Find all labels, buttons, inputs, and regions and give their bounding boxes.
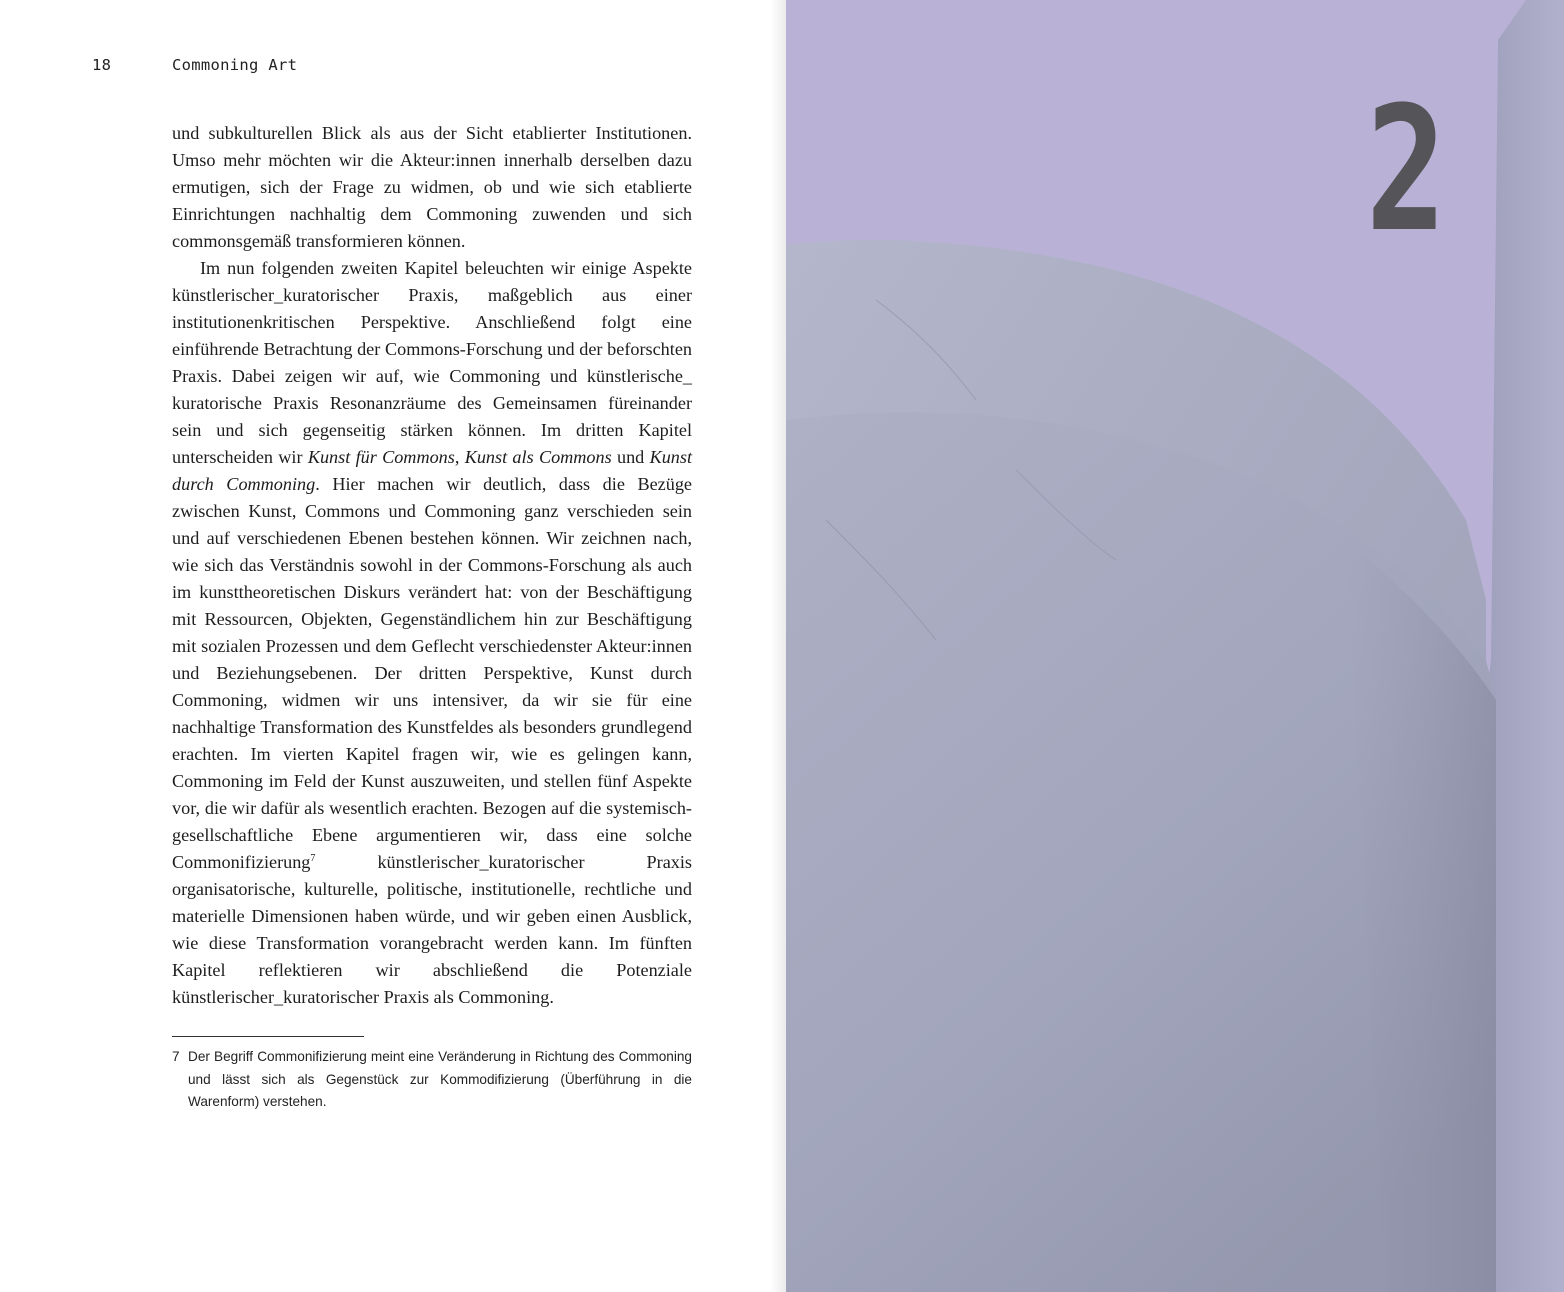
paragraph-2-text-e: künstlerischer_kuratorischer Praxis organisatorische, kulturelle, politische, institutionelle, rechtliche und materielle Dimensionen haben würde, und wir geben einen Ausblick, wie diese Transformation vorangebracht werden kann. Im fünften Kapitel reflektieren wir abschließend die Potenziale künstlerischer_kuratorischer Praxis als Commoning. (172, 852, 692, 1007)
paragraph-2-text-a: Im nun folgenden zweiten Kapitel beleuchten wir einige Aspekte künstlerischer_kuratorischer Praxis, maßgeblich aus einer institutionenkritischen Perspektive. Anschließend folgt eine einführende Betrachtung der Commons-Forschung und der beforschten Praxis. Dabei zeigen wir auf, wie Commoning und künstlerische_ kuratorische Praxis Resonanzräume des Gemeinsamen füreinander sein und sich gegenseitig stärken können. Im dritten Kapitel unterscheiden wir (172, 258, 692, 467)
footnote-rule (172, 1036, 364, 1037)
paragraph-2-text-c: und (611, 447, 650, 467)
running-title: Commoning Art (172, 56, 298, 74)
paragraph-1 (172, 120, 692, 255)
chapter-number: 2 (1365, 69, 1447, 270)
term-kunst-als-commons: Kunst als Commons (464, 447, 612, 467)
chapter-opener-page (786, 0, 1564, 1292)
paragraph-2-text-b: , (454, 447, 465, 467)
gutter-shadow (770, 0, 786, 1292)
term-kunst-fuer-commons: Kunst für Commons (307, 447, 455, 467)
paragraph-2-text-d: . Hier machen wir deutlich, dass die Bezüge zwischen Kunst, Commons und Commoning ganz verschieden sein und auf verschiedenen Ebenen bestehen können. Wir zeichnen nach, wie sich das Verständnis sowohl in der Commons-Forschung als auch im kunsttheoretischen Diskurs verändert hat: von der Beschäftigung mit Ressourcen, Objekten, Gegenständlichem hin zur Beschäftigung mit sozialen Prozessen und dem Geflecht verschiedenster Akteur:innen und Beziehungsebenen. Der dritten Perspektive, Kunst durch Commoning, widmen wir uns intensiver, da wir sie für eine nachhaltige Transformation des Kunstfeldes als besonders grundlegend erachten. Im vierten Kapitel fragen wir, wie es gelingen kann, Commoning im Feld der Kunst auszuweiten, und stellen fünf Aspekte vor, die wir dafür als wesentlich erachten. Bezogen auf die systemisch-gesellschaftliche Ebene argumentieren wir, dass eine solche Commonifizierung (172, 474, 692, 872)
paragraph-2 (172, 255, 692, 1011)
stone-sculpture-photo (786, 0, 1564, 1292)
page-number: 18 (92, 56, 112, 74)
footnote-number: 7 (172, 1049, 180, 1064)
term-kunst-durch-commoning: Kunst durch Commoning (172, 447, 693, 494)
paragraph-1-text: und subkulturellen Blick als aus der Sicht etablierter Institutionen. Umso mehr möchten wir die Akteur:innen innerhalb derselben dazu ermutigen, sich der Frage zu widmen, ob und wie sich etablierte Einrichtungen nachhaltig dem Commoning zuwenden und sich commonsgemäß transformieren können. (172, 123, 692, 251)
footnote-reference[interactable]: 7 (310, 853, 316, 864)
footnote (172, 1046, 692, 1114)
body-text (172, 120, 692, 1011)
pillar-shape (1486, 0, 1564, 1292)
footnote-text: Der Begriff Commonifizierung meint eine Veränderung in Richtung des Commoning und lässt sich als Gegenstück zur Kommodifizierung (Überführung in die Warenform) verstehen. (188, 1049, 692, 1109)
